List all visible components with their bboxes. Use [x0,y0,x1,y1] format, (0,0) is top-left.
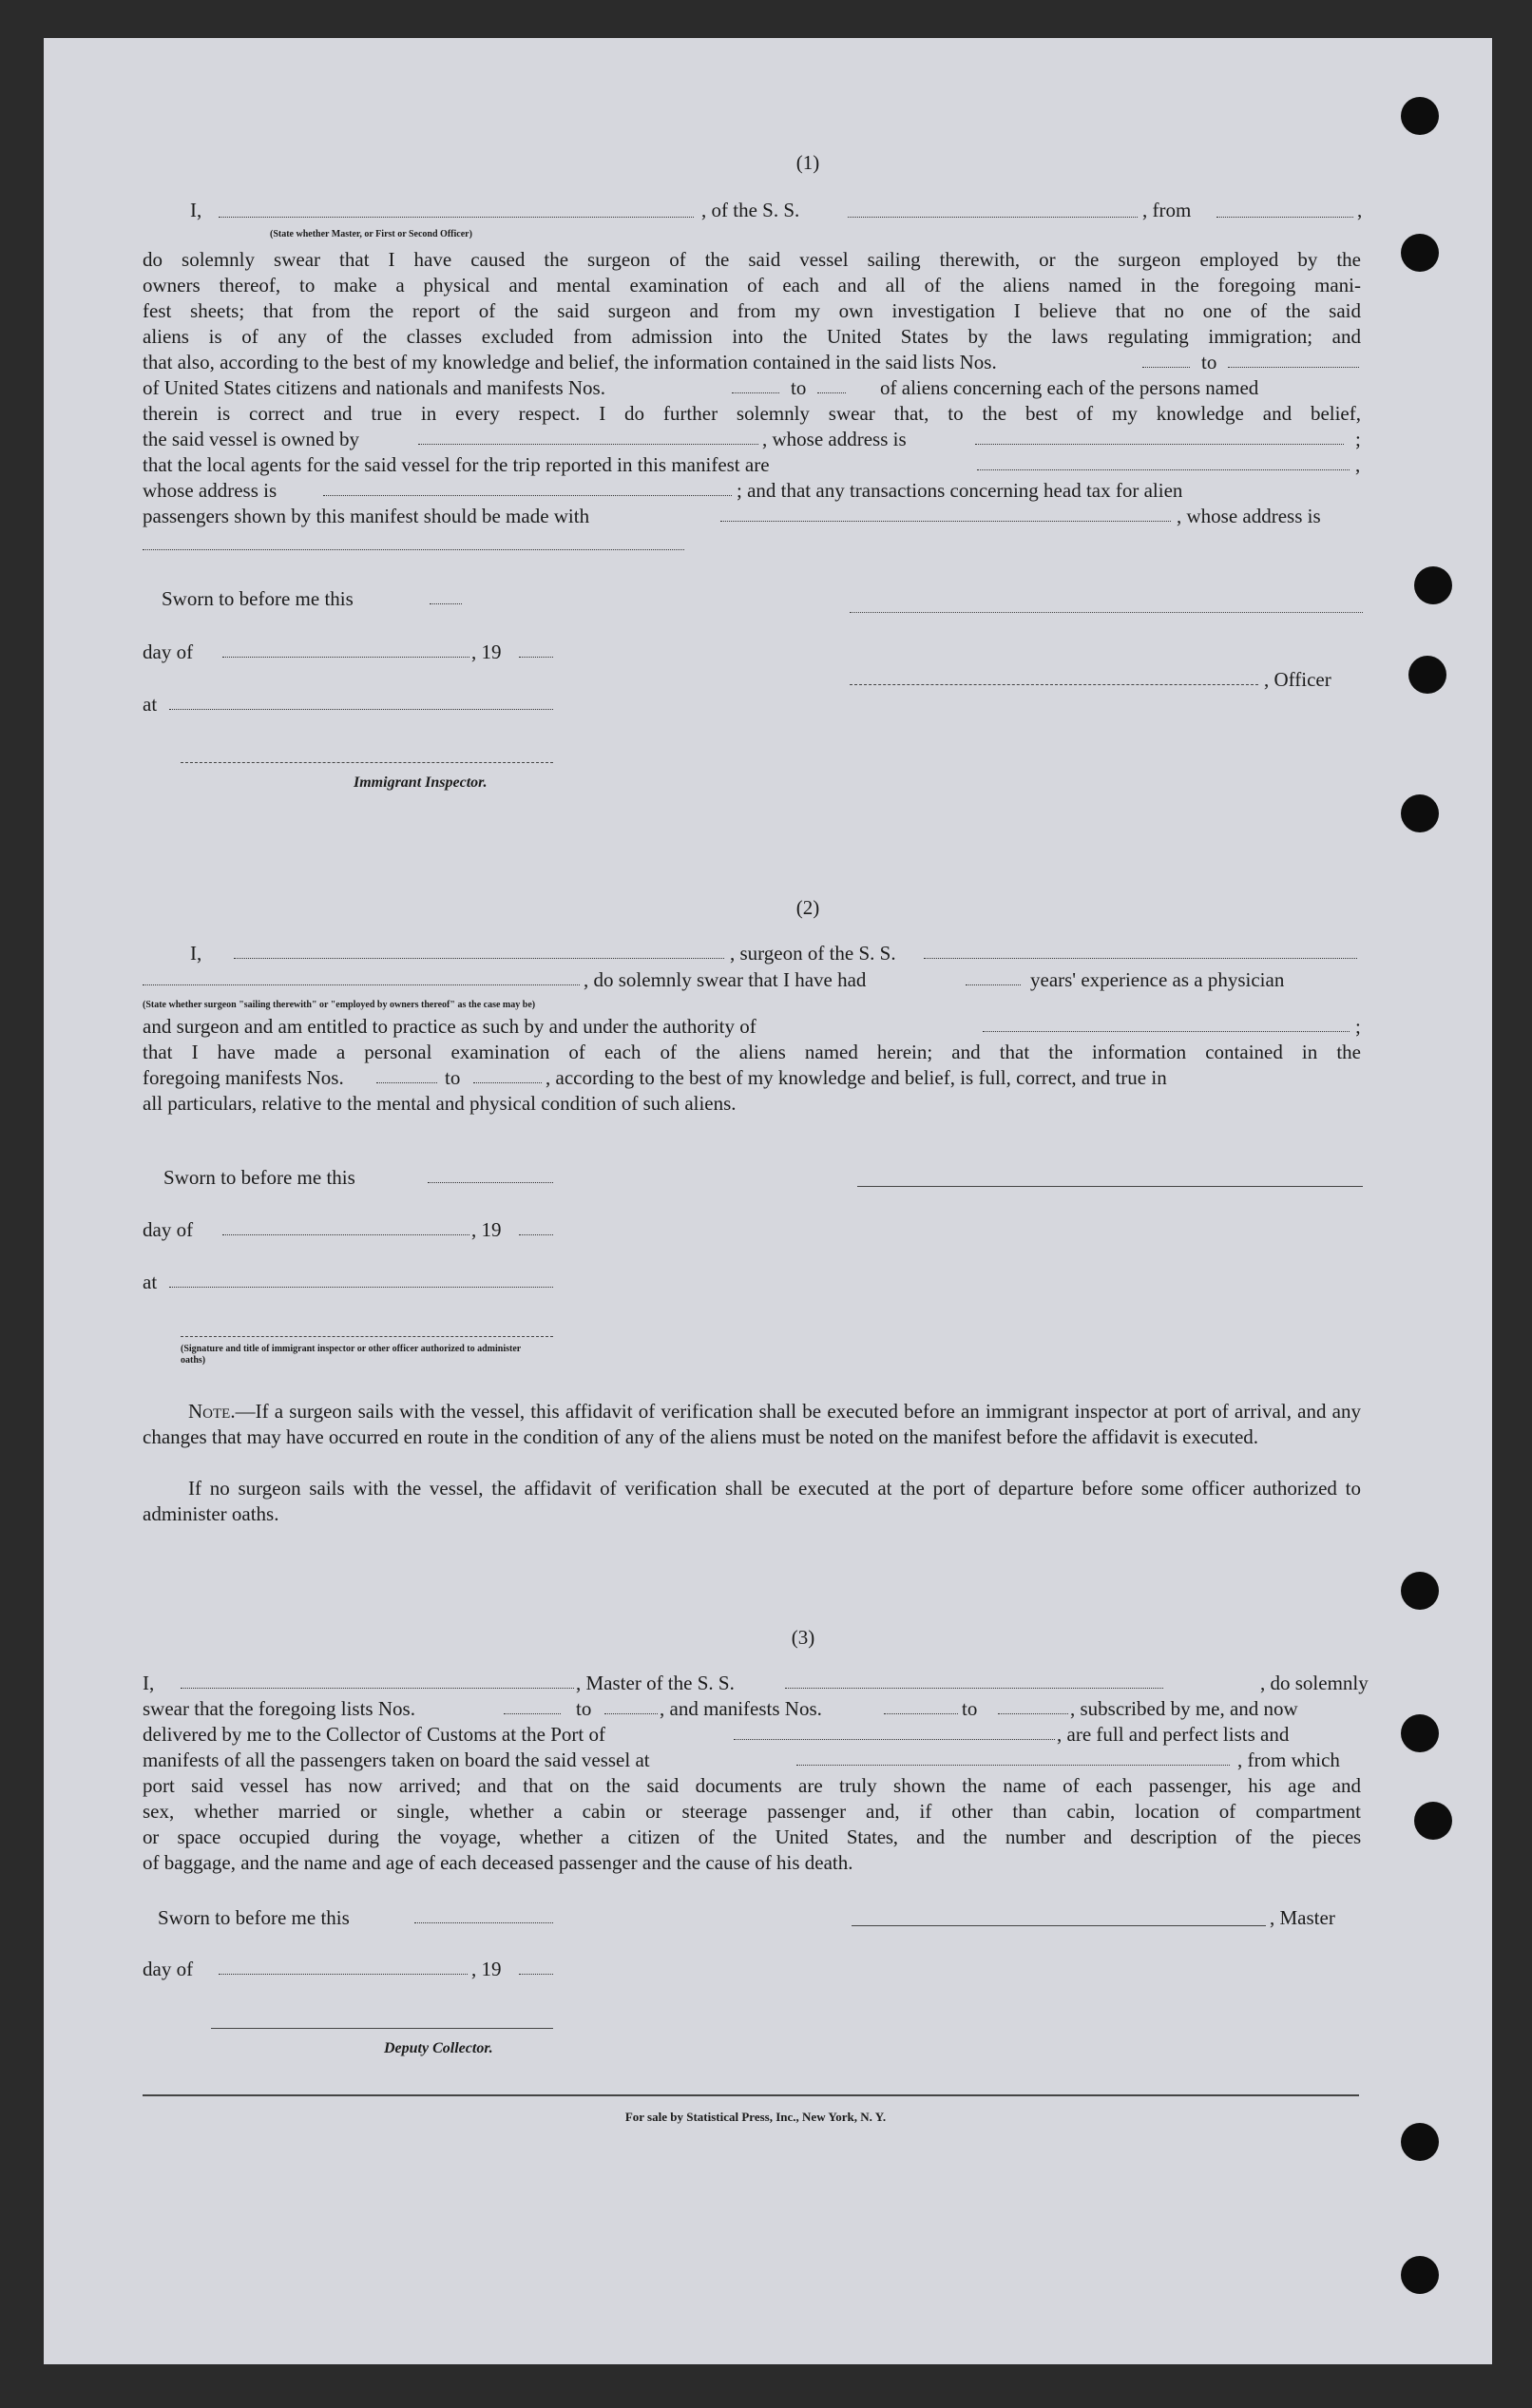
section3-day-of-label: day of [143,1958,194,1980]
section2-surgeon-type-field[interactable] [143,984,580,985]
section2-number: (2) [795,896,820,919]
section1-vessel-field[interactable] [848,217,1138,218]
section1-line-2: do solemnly swear that I have caused the surgeon of the said vessel sailing therewith, or the surgeon employed by the [143,248,1361,271]
section3-taken-on-board-text: manifests of all the passengers taken on board the said vessel at [143,1749,650,1771]
section2-authority-field[interactable] [983,1031,1350,1032]
section2-physician-text: years' experience as a physician [1030,968,1285,991]
section3-manifests-from-field[interactable] [884,1713,958,1714]
section1-owner-address-label: , whose address is [762,428,907,450]
section3-port-field[interactable] [734,1739,1055,1740]
section3-master-name-field[interactable] [181,1688,574,1689]
section2-day-field[interactable] [222,1234,469,1235]
section3-solemnly-label: , do solemnly [1260,1672,1369,1694]
section1-agents-end: , [1355,453,1361,476]
section3-collector-title: Deputy Collector. [384,2040,493,2056]
section2-manifests-to-label: to [445,1066,461,1089]
document-page [44,38,1492,2364]
section1-lists-text: that also, according to the best of my knowledge and belief, the information contained in the said lists Nos. [143,351,997,373]
section3-lists-to-field[interactable] [604,1713,658,1714]
section1-inspector-title: Immigrant Inspector. [354,774,488,791]
punch-hole-3 [1414,566,1452,604]
section2-line-4: that I have made a personal examination of each of the aliens named herein; and that the information contained in the [143,1041,1361,1063]
section2-year-label: , 19 [471,1218,502,1241]
footer-printer-credit: For sale by Statistical Press, Inc., New York, N. Y. [624,2110,887,2124]
section2-inspector-signature-line[interactable] [181,1336,553,1337]
section1-head-tax-text: ; and that any transactions concerning head tax for alien [737,479,1183,502]
section1-manifests-to-field[interactable] [817,392,846,393]
section1-from-label: , from [1142,199,1192,221]
section1-from-field[interactable] [1216,217,1353,218]
section3-manifests-to-label: to [962,1697,978,1720]
section1-day-of-label: day of [143,640,194,663]
section3-perfect-lists-text: , are full and perfect lists and [1057,1723,1290,1746]
section1-agents-field[interactable] [977,469,1350,470]
section3-manifests-to-field[interactable] [998,1713,1068,1714]
section1-owned-by-label: the said vessel is owned by [143,428,360,450]
section2-at-label: at [143,1271,158,1293]
section1-officer-name-field[interactable] [219,217,694,218]
section2-at-field[interactable] [169,1287,553,1288]
section3-from-which-text: , from which [1237,1749,1340,1771]
section1-passengers-text: passengers shown by this manifest should be made with [143,505,590,527]
note-label: Note. [188,1400,236,1423]
section2-years-field[interactable] [966,984,1021,985]
section2-line-6: all particulars, relative to the mental and physical condition of such aliens. [143,1092,737,1115]
section3-i-label: I, [143,1672,155,1694]
section1-agents-address-label: whose address is [143,479,278,502]
section3-line-8: of baggage, and the name and age of each deceased passenger and the cause of his death. [143,1851,853,1874]
section1-year-label: , 19 [471,640,502,663]
section1-manifests-text: of United States citizens and nationals and manifests Nos. [143,376,605,399]
section3-sworn-label: Sworn to before me this [158,1906,350,1929]
section3-manifests-label: , and manifests Nos. [660,1697,822,1720]
section1-number: (1) [795,151,820,174]
section3-subscribed-text: , subscribed by me, and now [1070,1697,1298,1720]
section2-year-field[interactable] [519,1234,553,1235]
section2-sworn-field[interactable] [428,1182,553,1183]
section1-owner-field[interactable] [418,444,758,445]
section3-master-title: , Master [1270,1906,1335,1929]
section1-at-label: at [143,693,158,716]
section3-sworn-field[interactable] [414,1922,553,1923]
section3-collector-text: delivered by me to the Collector of Customs at the Port of [143,1723,605,1746]
section1-agents-label: that the local agents for the said vessel for the trip reported in this manifest are [143,453,770,476]
section1-officer-note: (State whether Master, or First or Second Officer) [270,229,472,239]
section3-collector-signature-line[interactable] [211,2028,553,2029]
punch-hole-10 [1401,2256,1439,2294]
section3-lists-from-field[interactable] [504,1713,561,1714]
section3-master-label: , Master of the S. S. [576,1672,735,1694]
punch-hole-6 [1401,1572,1439,1610]
section3-number: (3) [791,1626,815,1649]
section2-manifests-text: , according to the best of my knowledge and belief, is full, correct, and true in [546,1066,1167,1089]
section3-line-6: sex, whether married or single, whether a cabin or steerage passenger and, if other than cabin, location of compartment [143,1800,1361,1823]
section2-vessel-field[interactable] [924,958,1357,959]
section2-manifests-label: foregoing manifests Nos. [143,1066,344,1089]
section1-line-4: fest sheets; that from the report of the said surgeon and from my own investigation I believe that no one of the said [143,299,1361,322]
section3-line-7: or space occupied during the voyage, whether a citizen of the United States, and the number and description of the pieces [143,1825,1361,1848]
section2-experience-text: , do solemnly swear that I have had [584,968,867,991]
section1-agents-address-field[interactable] [323,495,732,496]
section2-surgeon-name-field[interactable] [234,958,724,959]
section1-sworn-field[interactable] [430,603,462,604]
punch-hole-1 [1401,97,1439,135]
footer-rule [143,2094,1359,2096]
section1-line1: I, [190,199,202,221]
section1-of-ss-label: , of the S. S. [701,199,800,221]
section1-lists-to-label: to [1201,351,1217,373]
section1-line-3: owners thereof, to make a physical and mental examination of each and all of the aliens named in the foregoing mani- [143,274,1361,296]
section3-day-field[interactable] [219,1974,468,1975]
section1-party-address-field[interactable] [143,549,684,550]
section1-manifests-text-2: of aliens concerning each of the persons named [880,376,1259,399]
section3-year-label: , 19 [471,1958,502,1980]
section1-lists-to-field[interactable] [1228,367,1359,368]
section3-master-signature-line[interactable] [852,1925,1266,1926]
section1-year-field[interactable] [519,657,553,658]
section3-lists-to-label: to [576,1697,592,1720]
section2-manifests-from-field[interactable] [376,1082,437,1083]
section1-manifests-from-field[interactable] [732,392,779,393]
section1-officer-label: , Officer [1264,668,1331,691]
section3-embarkation-port-field[interactable] [796,1765,1230,1766]
section3-line-5: port said vessel has now arrived; and that on the said documents are truly shown the name of each passenger, his age and [143,1774,1361,1797]
note-text-1: —If a surgeon sails with the vessel, this affidavit of verification shall be executed before an immigrant inspector at port of arrival, and any changes that may have occurred en route in the condition of any of the aliens must be noted on the manifest before the affidavit is executed. [143,1400,1361,1448]
section1-lists-from-field[interactable] [1142,367,1190,368]
note-paragraph-2: If no surgeon sails with the vessel, the affidavit of verification shall be executed at the port of departure before some officer authorized to administer oaths. [143,1477,1361,1525]
section2-surgeon-label: , surgeon of the S. S. [730,942,896,965]
section2-surgeon-signature-line[interactable] [857,1186,1363,1187]
section3-lists-label: swear that the foregoing lists Nos. [143,1697,415,1720]
section2-signature-note: (Signature and title of immigrant inspector or other officer authorized to administer oaths) [181,1344,522,1366]
punch-hole-8 [1414,1802,1452,1840]
section3-year-field[interactable] [519,1974,553,1975]
section1-sworn-label: Sworn to before me this [162,587,354,610]
section1-line-8: therein is correct and true in every respect. I do further solemnly swear that, to the best of my knowledge and belief, [143,402,1361,425]
punch-hole-4 [1408,656,1446,694]
section1-party-address-label: , whose address is [1177,505,1321,527]
section1-owner-address-field[interactable] [975,444,1344,445]
section1-officer-signature-line[interactable] [850,612,1363,613]
punch-hole-2 [1401,234,1439,272]
section1-line-5: aliens is of any of the classes excluded from admission into the United States by the laws regulating immigration; and [143,325,1361,348]
section2-i-label: I, [190,942,202,965]
section1-head-tax-party-field[interactable] [720,521,1171,522]
punch-hole-9 [1401,2123,1439,2161]
section1-at-field[interactable] [169,709,553,710]
section1-officer-title-line[interactable] [850,684,1258,685]
section1-day-field[interactable] [222,657,469,658]
section3-vessel-field[interactable] [785,1688,1163,1689]
punch-hole-7 [1401,1714,1439,1752]
section2-authority-end: ; [1355,1015,1361,1038]
punch-hole-5 [1401,794,1439,832]
section1-inspector-signature-line[interactable] [181,762,553,763]
section1-owner-end: ; [1355,428,1361,450]
section2-sworn-label: Sworn to before me this [163,1166,355,1189]
section1-manifests-to-label: to [791,376,807,399]
section1-line1-end: , [1357,199,1363,221]
section2-manifests-to-field[interactable] [473,1082,542,1083]
note-paragraph-1 [143,1399,1361,1450]
section2-authority-text: and surgeon and am entitled to practice as such by and under the authority of [143,1015,756,1038]
section2-day-of-label: day of [143,1218,194,1241]
section2-surgeon-note: (State whether surgeon "sailing therewith" or "employed by owners thereof" as the case may be) [143,1000,536,1010]
